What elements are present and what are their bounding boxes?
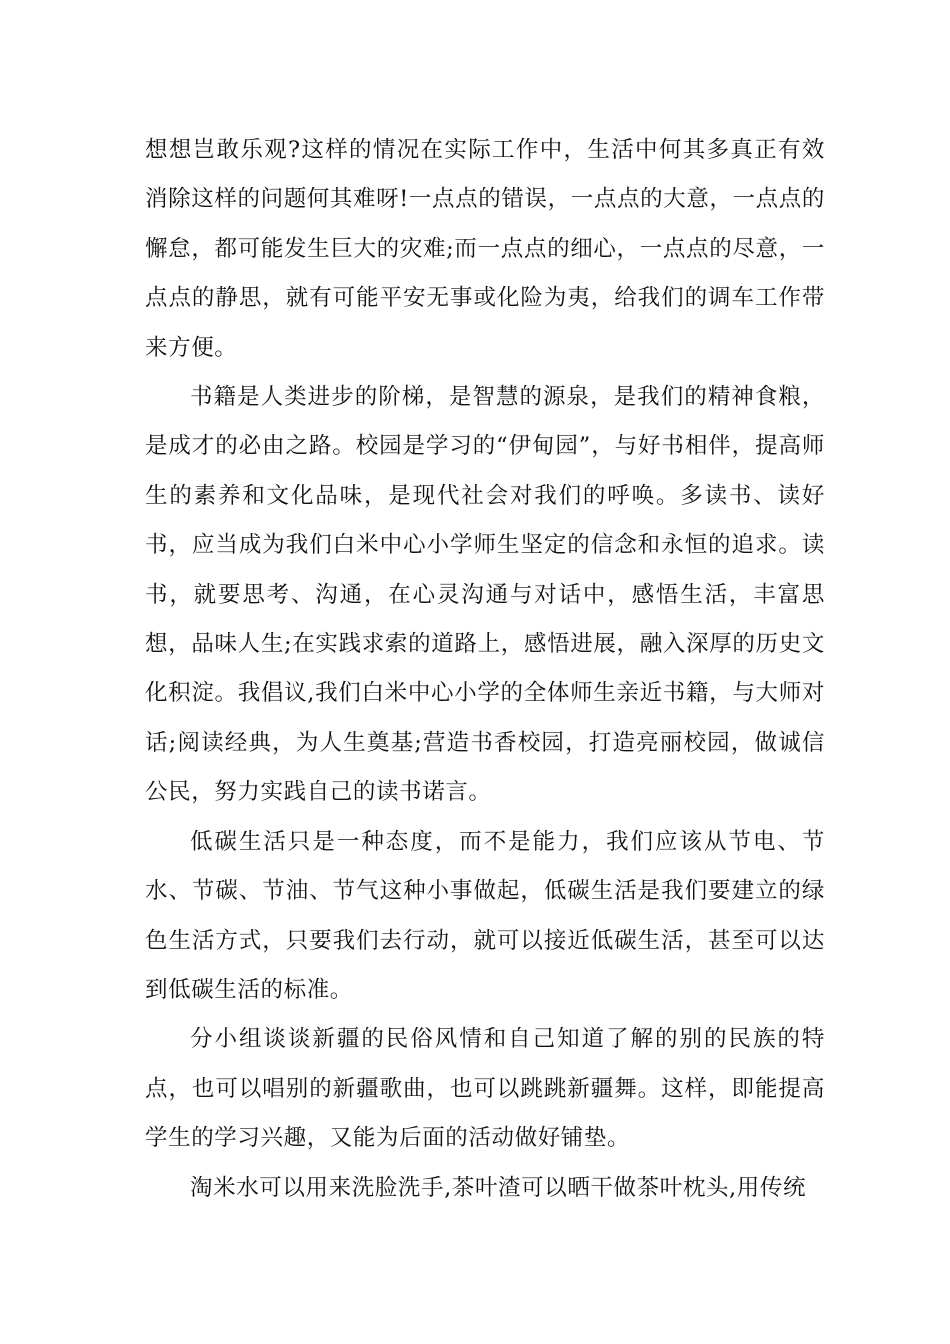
paragraph-4: 分小组谈谈新疆的民俗风情和自己知道了解的别的民族的特点，也可以唱别的新疆歌曲，也可以跳跳新疆舞。这样，即能提高学生的学习兴趣，又能为后面的活动做好铺垫。 bbox=[145, 1026, 825, 1152]
paragraph-5: 淘米水可以用来洗脸洗手,茶叶渣可以晒干做茶叶枕头,用传统 bbox=[190, 1174, 807, 1201]
paragraph-1: 想想岂敢乐观?这样的情况在实际工作中，生活中何其多真正有效消除这样的问题何其难呀!一点点的错误，一点点的大意，一点点的懈怠，都可能发生巨大的灾难;而一点点的细心，一点点的尽意，一点点的静思，就有可能平安无事或化险为夷，给我们的调车工作带来方便。 bbox=[145, 137, 825, 361]
paragraph-3: 低碳生活只是一种态度，而不是能力，我们应该从节电、节水、节碳、节油、节气这种小事做起，低碳生活是我们要建立的绿色生活方式，只要我们去行动，就可以接近低碳生活，甚至可以达到低碳生活的标准。 bbox=[145, 828, 825, 1003]
paragraph-2: 书籍是人类进步的阶梯，是智慧的源泉，是我们的精神食粮，是成才的必由之路。校园是学习的“伊甸园”，与好书相伴，提高师生的素养和文化品味，是现代社会对我们的呼唤。多读书、读好书，应当成为我们白米中心小学师生坚定的信念和永恒的追求。读书，就要思考、沟通，在心灵沟通与对话中，感悟生活，丰富思想，品味人生;在实践求索的道路上，感悟进展，融入深厚的历史文化积淀。我倡议,我们白米中心小学的全体师生亲近书籍，与大师对话;阅读经典，为人生奠基;营造书香校园，打造亮丽校园，做诚信公民，努力实践自己的读书诺言。 bbox=[145, 384, 825, 806]
document-body bbox=[145, 126, 825, 1213]
